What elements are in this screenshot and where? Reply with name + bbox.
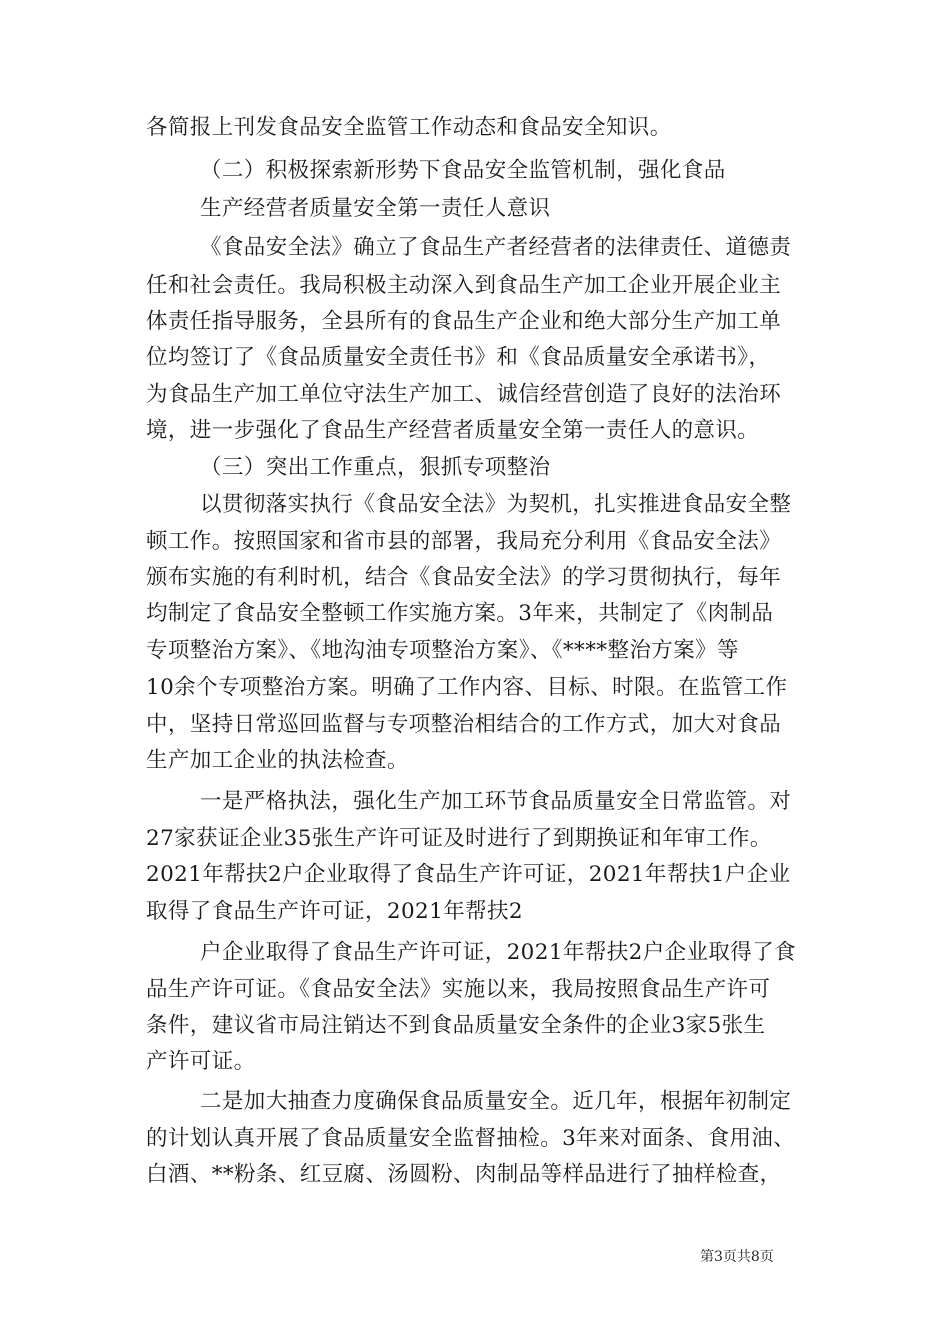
paragraph-line: 体责任指导服务，全县所有的食品生产企业和绝大部分生产加工单 bbox=[146, 309, 782, 334]
paragraph-line: 的计划认真开展了食品质量安全监督抽检。3年来对面条、食用油、 bbox=[146, 1126, 796, 1151]
paragraph-line: 10余个专项整治方案。明确了工作内容、目标、时限。在监管工作 bbox=[146, 675, 788, 700]
section-heading-line: （三）突出工作重点，狠抓专项整治 bbox=[200, 455, 551, 480]
paragraph-line: 专项整治方案》、《地沟油专项整治方案》、《****整治方案》等 bbox=[146, 638, 739, 663]
paragraph-line: 2021年帮扶2户企业取得了食品生产许可证，2021年帮扶1户企业 bbox=[146, 862, 791, 887]
paragraph-line: 户企业取得了食品生产许可证，2021年帮扶2户企业取得了食 bbox=[200, 940, 796, 965]
paragraph-line: 取得了食品生产许可证，2021年帮扶2 bbox=[146, 899, 523, 924]
section-heading-line: 生产经营者质量安全第一责任人意识 bbox=[200, 196, 551, 221]
paragraph-line: 品生产许可证。《食品安全法》实施以来，我局按照食品生产许可 bbox=[146, 977, 771, 1002]
section-heading-line: （二）积极探索新形势下食品安全监管机制，强化食品 bbox=[200, 158, 726, 183]
paragraph-line: 境，进一步强化了食品生产经营者质量安全第一责任人的意识。 bbox=[146, 418, 760, 443]
paragraph-line: 以贯彻落实执行《食品安全法》为契机，扎实推进食品安全整 bbox=[200, 492, 792, 517]
paragraph-line: 生产加工企业的执法检查。 bbox=[146, 748, 409, 773]
paragraph-line: 顿工作。按照国家和省市县的部署，我局充分利用《食品安全法》 bbox=[146, 529, 782, 554]
paragraph-line: 一是严格执法，强化生产加工环节食品质量安全日常监管。对 bbox=[200, 789, 792, 814]
paragraph-line: 均制定了食品安全整顿工作实施方案。3年来，共制定了《肉制品 bbox=[146, 601, 774, 626]
paragraph-line: 各简报上刊发食品安全监管工作动态和食品安全知识。 bbox=[146, 115, 672, 140]
paragraph-line: 条件，建议省市局注销达不到食品质量安全条件的企业3家5张生 bbox=[146, 1013, 766, 1038]
paragraph-line: 为食品生产加工单位守法生产加工、诚信经营创造了良好的法治环 bbox=[146, 382, 782, 407]
paragraph-line: 产许可证。 bbox=[146, 1049, 256, 1074]
paragraph-line: 任和社会责任。我局积极主动深入到食品生产加工企业开展企业主 bbox=[146, 273, 782, 298]
paragraph-line: 《食品安全法》确立了食品生产者经营者的法律责任、道德责 bbox=[200, 235, 792, 260]
paragraph-line: 位均签订了《食品质量安全责任书》和《食品质量安全承诺书》， bbox=[146, 345, 771, 370]
paragraph-line: 二是加大抽查力度确保食品质量安全。近几年，根据年初制定 bbox=[200, 1089, 792, 1114]
paragraph-line: 27家获证企业35张生产许可证及时进行了到期换证和年审工作。 bbox=[146, 826, 772, 851]
paragraph-line: 颁布实施的有利时机，结合《食品安全法》的学习贯彻执行，每年 bbox=[146, 565, 782, 590]
paragraph-line: 中，坚持日常巡回监督与专项整治相结合的工作方式，加大对食品 bbox=[146, 712, 782, 737]
paragraph-line: 白酒、**粉条、红豆腐、汤圆粉、肉制品等样品进行了抽样检查， bbox=[146, 1162, 782, 1187]
page-number: 第3页共8页 bbox=[700, 1249, 774, 1265]
